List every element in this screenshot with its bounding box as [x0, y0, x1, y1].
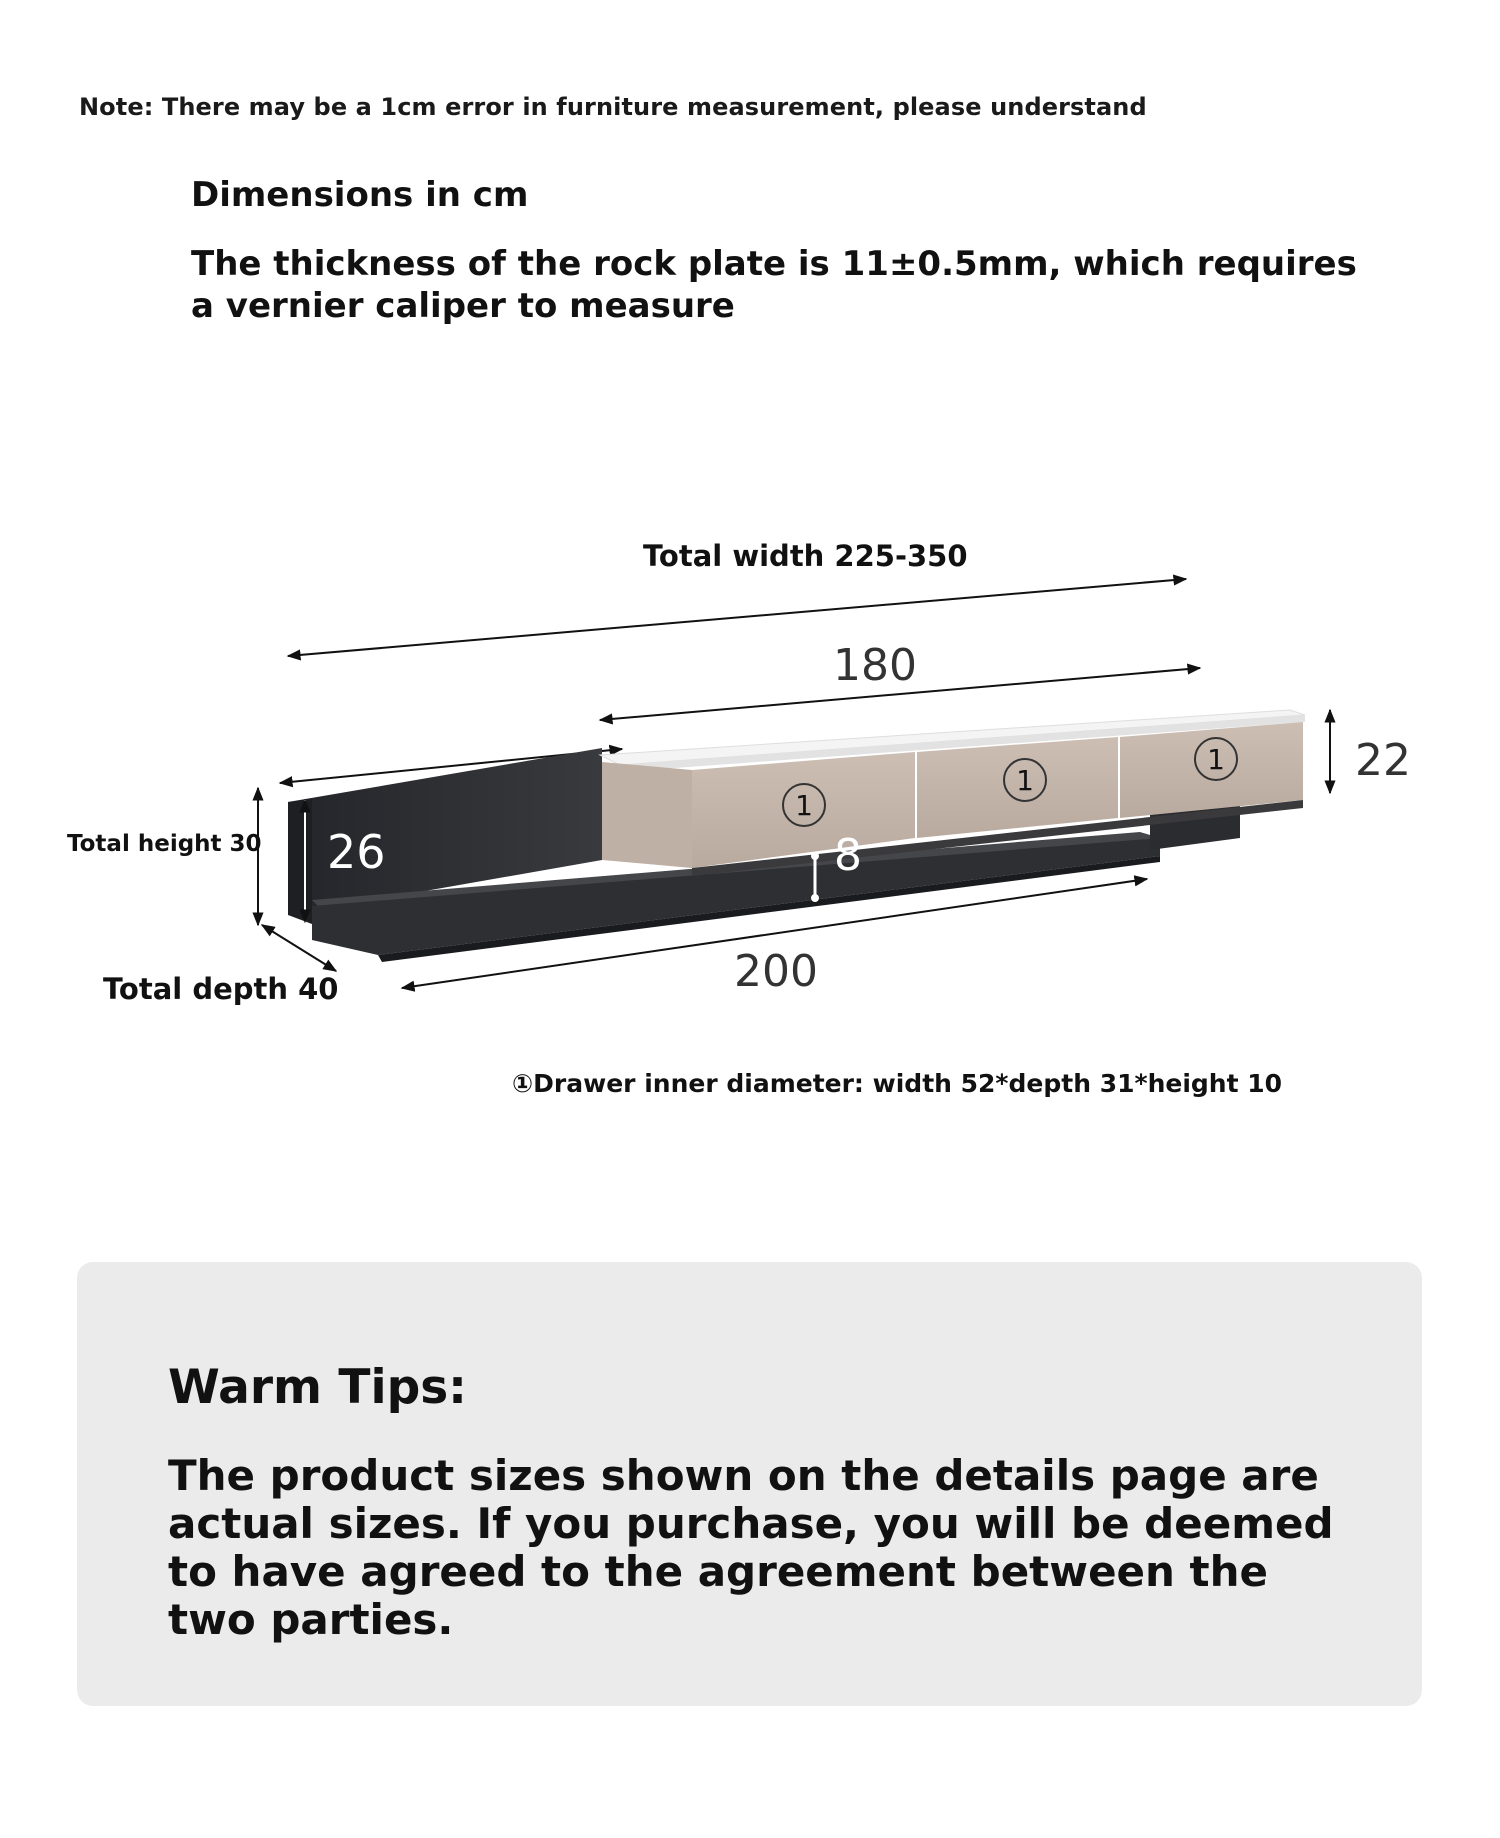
thickness-note: The thickness of the rock plate is 11±0.5mm, which requires a vernier caliper to measure: [191, 244, 1357, 326]
svg-text:1: 1: [1207, 743, 1225, 776]
cabinet-left-end: [288, 799, 312, 924]
svg-text:1: 1: [795, 789, 813, 822]
warm-tips-title: Warm Tips:: [168, 1360, 467, 1415]
top-width-label: 180: [833, 640, 917, 691]
svg-text:1: 1: [1016, 764, 1034, 797]
total-depth-label: Total depth 40: [103, 972, 339, 1006]
total-width-label: Total width 225-350: [643, 539, 968, 573]
total-height-label: Total height 30: [67, 831, 262, 857]
measurement-note: Note: There may be a 1cm error in furniture measurement, please understand: [79, 93, 1147, 121]
tv-cabinet-diagram: [0, 520, 1500, 1140]
drawer-note: ①Drawer inner diameter: width 52*depth 31*height 10: [512, 1069, 1283, 1098]
base-gap-label: 8: [834, 830, 862, 881]
total-width-arrow: [288, 579, 1186, 656]
bottom-width-label: 200: [734, 946, 818, 997]
dimensions-title: Dimensions in cm: [191, 175, 529, 215]
warm-tips-text: The product sizes shown on the details page are actual sizes. If you purchase, you will be deemed to have agreed to the agreement between the two parties.: [168, 1451, 1334, 1644]
top-height-label: 22: [1355, 735, 1411, 786]
cabinet-side-panel: [602, 762, 692, 868]
inner-height-label: 26: [327, 825, 386, 879]
